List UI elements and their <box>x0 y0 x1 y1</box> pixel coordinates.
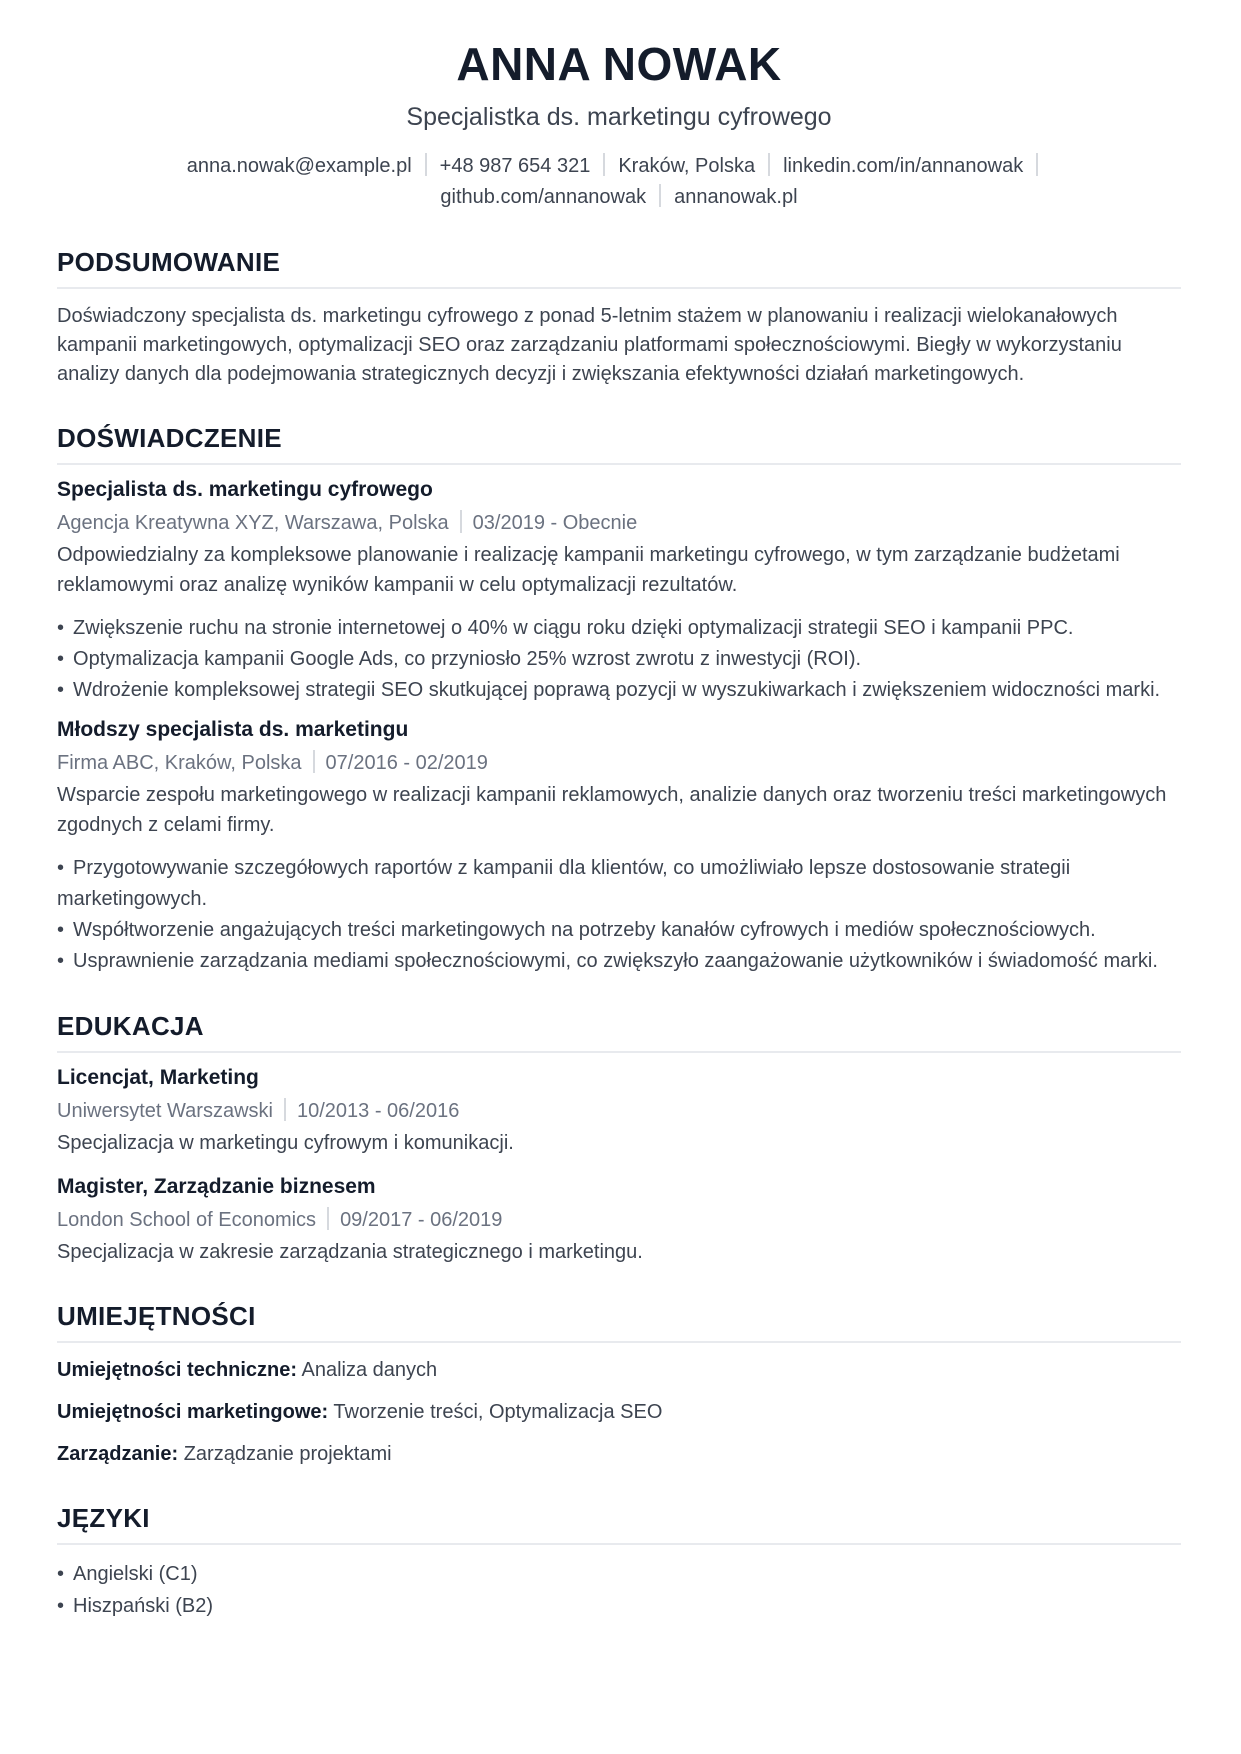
bullet-icon: • <box>57 950 65 973</box>
section-heading-education: EDUKACJA <box>57 1011 204 1042</box>
bullet-item <box>57 946 1181 977</box>
skill-label: Umiejętności techniczne: <box>57 1359 298 1382</box>
language-text: Hiszpański (B2) <box>73 1595 214 1618</box>
separator-bar <box>327 1207 329 1230</box>
separator-bar <box>313 750 315 773</box>
skill-label: Umiejętności marketingowe: <box>57 1401 329 1424</box>
skill-value: Tworzenie treści, Optymalizacja SEO <box>333 1401 663 1424</box>
job-meta <box>57 510 1181 535</box>
bullet-icon: • <box>57 679 65 702</box>
section-heading-summary: PODSUMOWANIE <box>57 247 281 278</box>
job-bullet-list <box>57 853 1181 977</box>
skill-row-marketing <box>57 1398 1181 1427</box>
language-text: Angielski (C1) <box>73 1563 198 1586</box>
degree-school: London School of Economics <box>57 1209 317 1232</box>
bullet-icon: • <box>57 617 65 640</box>
degree-title: Licencjat, Marketing <box>57 1066 259 1090</box>
contact-website: annanowak.pl <box>674 186 798 209</box>
summary-paragraph: Doświadczony specjalista ds. marketingu cyfrowego z ponad 5-letnim stażem w planowaniu i realizacji wielokanałowych kampanii marketingowych, optymalizacji SEO oraz zarządzaniu platformami społecznościowymi. Biegły w wykorzystaniu analizy danych dla podejmowania strategicznych decyzji i zwiększania efektywności działań marketingowych. <box>57 305 1122 386</box>
contact-linkedin: linkedin.com/in/annanowak <box>783 155 1024 178</box>
bullet-item <box>57 853 1181 915</box>
skill-row-technical <box>57 1356 1181 1385</box>
bullet-text: Usprawnienie zarządzania mediami społecznościowymi, co zwiększyło zaangażowanie użytkowników i świadomość marki. <box>73 950 1158 973</box>
skill-value: Analiza danych <box>301 1359 438 1382</box>
degree-dates: 10/2013 - 06/2016 <box>296 1100 460 1123</box>
bullet-icon: • <box>57 1563 65 1586</box>
bullet-icon: • <box>57 648 65 671</box>
bullet-text: Przygotowywanie szczegółowych raportów z kampanii dla klientów, co umożliwiało lepsze dostosowanie strategii marketingowych. <box>57 857 1071 911</box>
job-dates: 07/2016 - 02/2019 <box>325 752 488 775</box>
skill-value: Zarządzanie projektami <box>183 1443 392 1466</box>
section-heading-languages: JĘZYKI <box>57 1503 150 1534</box>
separator-bar <box>768 153 770 176</box>
education-entry-2 <box>57 1175 1181 1267</box>
job-company: Firma ABC, Kraków, Polska <box>57 752 302 775</box>
section-divider <box>57 287 1181 289</box>
bullet-item <box>57 644 1181 675</box>
bullet-text: Wdrożenie kompleksowej strategii SEO skutkującej poprawą pozycji w wyszukiwarkach i zwiększeniem widoczności marki. <box>73 679 1161 702</box>
job-description: Odpowiedzialny za kompleksowe planowanie i realizację kampanii marketingu cyfrowego, w tym zarządzanie budżetami reklamowymi oraz analizę wyników kampanii w celu optymalizacji rezultatów. <box>57 544 1120 597</box>
bullet-text: Współtworzenie angażujących treści marketingowych na potrzeby kanałów cyfrowych i mediów społecznościowych. <box>73 919 1096 942</box>
separator-bar <box>425 153 427 176</box>
contact-row-2 <box>57 182 1181 213</box>
job-entry-2 <box>57 718 1181 977</box>
bullet-icon: • <box>57 857 65 880</box>
contact-email: anna.nowak@example.pl <box>186 155 412 178</box>
candidate-name: ANNA NOWAK <box>456 38 782 90</box>
separator-bar <box>603 153 605 176</box>
bullet-icon: • <box>57 919 65 942</box>
job-bullet-list <box>57 613 1181 706</box>
contact-location: Kraków, Polska <box>618 155 756 178</box>
section-education <box>57 1011 1181 1267</box>
education-entry-1 <box>57 1066 1181 1158</box>
language-list <box>57 1558 1181 1622</box>
degree-title: Magister, Zarządzanie biznesem <box>57 1175 376 1199</box>
section-divider <box>57 1543 1181 1545</box>
job-title: Specjalista ds. marketingu cyfrowego <box>57 478 433 502</box>
bullet-text: Zwiększenie ruchu na stronie internetowej o 40% w ciągu roku dzięki optymalizacji strategii SEO i kampanii PPC. <box>73 617 1074 640</box>
degree-meta <box>57 1098 1181 1123</box>
bullet-item <box>57 613 1181 644</box>
language-item <box>57 1558 1181 1590</box>
section-heading-experience: DOŚWIADCZENIE <box>57 423 282 454</box>
section-heading-skills: UMIEJĘTNOŚCI <box>57 1301 256 1332</box>
bullet-icon: • <box>57 1595 65 1618</box>
section-skills <box>57 1301 1181 1469</box>
section-summary <box>57 247 1181 389</box>
job-title: Młodszy specjalista ds. marketingu <box>57 718 409 742</box>
bullet-text: Optymalizacja kampanii Google Ads, co przyniosło 25% wzrost zwrotu z inwestycji (ROI). <box>73 648 862 671</box>
degree-meta <box>57 1207 1181 1232</box>
degree-school: Uniwersytet Warszawski <box>57 1100 273 1123</box>
section-languages <box>57 1503 1181 1622</box>
bullet-item <box>57 915 1181 946</box>
section-divider <box>57 1341 1181 1343</box>
section-experience <box>57 423 1181 977</box>
separator-bar <box>1036 153 1038 176</box>
job-entry-1 <box>57 478 1181 706</box>
contact-github: github.com/annanowak <box>440 186 647 209</box>
job-description: Wsparcie zespołu marketingowego w realizacji kampanii reklamowych, analizie danych oraz tworzeniu treści marketingowych zgodnych z celami firmy. <box>57 784 1167 837</box>
degree-description: Specjalizacja w zakresie zarządzania strategicznego i marketingu. <box>57 1241 643 1264</box>
bullet-item <box>57 675 1181 706</box>
separator-bar <box>460 510 462 533</box>
contact-row-1 <box>57 151 1181 182</box>
resume-header <box>57 40 1181 213</box>
separator-bar <box>659 184 661 207</box>
language-item <box>57 1590 1181 1622</box>
degree-description: Specjalizacja w marketingu cyfrowym i komunikacji. <box>57 1132 514 1155</box>
separator-bar <box>284 1098 286 1121</box>
job-dates: 03/2019 - Obecnie <box>472 512 638 535</box>
skill-row-management <box>57 1440 1181 1469</box>
degree-dates: 09/2017 - 06/2019 <box>340 1209 503 1232</box>
section-divider <box>57 1051 1181 1053</box>
contact-phone: +48 987 654 321 <box>439 155 591 178</box>
skill-label: Zarządzanie: <box>57 1443 179 1466</box>
section-divider <box>57 463 1181 465</box>
job-meta <box>57 750 1181 775</box>
job-company: Agencja Kreatywna XYZ, Warszawa, Polska <box>57 512 449 535</box>
candidate-title: Specjalistka ds. marketingu cyfrowego <box>406 103 832 132</box>
